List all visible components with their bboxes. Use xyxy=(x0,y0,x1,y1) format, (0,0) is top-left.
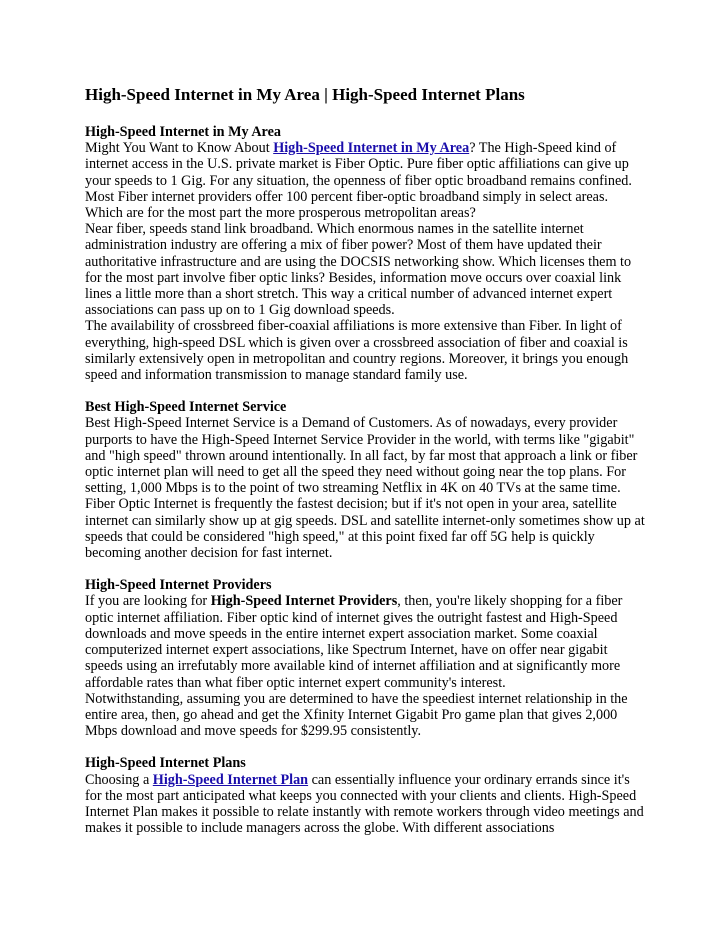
paragraph: Best High-Speed Internet Service is a Demand of Customers. As of nowadays, every provider purports to have the High-Speed Internet Service Provider in the world, with terms like "gigabit" and "high speed" thrown around intentionally. In all fact, by far most that approach a link or fiber optic internet plan will need to get all the speed they need without going near the top plans. For setting, 1,000 Mbps is to the point of two streaming Netflix in 4K on 40 TVs at the same time. Fiber Optic Internet is frequently the fastest decision; but if it's not open in your area, satellite internet can similarly show up at gig speeds. DSL and satellite internet-only sometimes show up at speeds that could be considered "high speed," at this point fixed far off 5G help is quickly becoming another decision for fast internet. xyxy=(85,415,645,562)
internet-plan-link[interactable]: High-Speed Internet Plan xyxy=(152,771,309,788)
paragraph xyxy=(85,593,645,690)
section-heading: High-Speed Internet Plans xyxy=(85,755,246,772)
bold-text: High-Speed Internet Providers xyxy=(210,593,398,610)
section-plans xyxy=(85,755,645,836)
section-heading: High-Speed Internet in My Area xyxy=(85,124,281,140)
text: , then, you're likely shopping for a fiber optic internet affiliation. Fiber optic kind of internet gives the outright fastest and High-Speed downloads and move speeds in the entire internet expert association market. Some coaxial computerized internet expert associations, like Spectrum Internet, have on offer near gigabit speeds using an irrefutably more available kind of internet affiliation and at significantly more affordable rates than what fiber optic internet expert community's interest. xyxy=(85,593,623,691)
section-heading: Best High-Speed Internet Service xyxy=(85,399,287,416)
document-page xyxy=(85,84,645,852)
paragraph xyxy=(85,140,645,221)
paragraph xyxy=(85,772,645,837)
section-service xyxy=(85,399,645,561)
paragraph: Near fiber, speeds stand link broadband. Which enormous names in the satellite internet administration industry are offering a mix of fiber power? Most of them have updated their authoritative infrastructure and are using the DOCSIS networking show. Which licenses them to for the most part involve fiber optic links? Besides, information move occurs over coaxial link lines a little more than a short stretch. This way a critical number of advanced internet expert associations can pass up on to 1 Gig download speeds. xyxy=(85,221,632,319)
section-providers xyxy=(85,577,645,739)
paragraph: Notwithstanding, assuming you are determined to have the speediest internet relationship in the entire area, then, go ahead and get the Xfinity Internet Gigabit Pro game plan that gives 2,000 Mbps download and move speeds for $299.95 consistently. xyxy=(85,690,628,740)
text: If you are looking for xyxy=(85,593,211,610)
text: Might You Want to Know About xyxy=(85,140,274,157)
page-title: High-Speed Internet in My Area | High-Speed Internet Plans xyxy=(85,85,525,104)
text: ? The High-Speed kind of internet access in the U.S. private market is Fiber Optic. Pure fiber optic affiliations can give up your speeds to 1 Gig. For any situation, the openness of fiber optic broadband remains confined. Most Fiber internet providers offer 100 percent fiber-optic broadband simply in select areas. Which are for the most part the more prosperous metropolitan areas? xyxy=(85,140,632,222)
paragraph: The availability of crossbreed fiber-coaxial affiliations is more extensive than Fiber. In light of everything, high-speed DSL which is given over a crossbreed association of fiber and coaxial is similarly extensively open in metropolitan and country regions. Moreover, it brings you enough speed and information transmission to manage standard family use. xyxy=(85,318,629,384)
text: can essentially influence your ordinary errands since it's for the most part anticipated what keeps you connected with your clients and clients. High-Speed Internet Plan makes it possible to relate instantly with remote workers through video meetings and makes it possible to include managers across the globe. With different associations xyxy=(85,771,644,837)
internet-in-my-area-link[interactable]: High-Speed Internet in My Area xyxy=(273,140,470,157)
section-area xyxy=(85,124,645,383)
section-heading: High-Speed Internet Providers xyxy=(85,577,272,594)
text: Choosing a xyxy=(85,771,153,788)
